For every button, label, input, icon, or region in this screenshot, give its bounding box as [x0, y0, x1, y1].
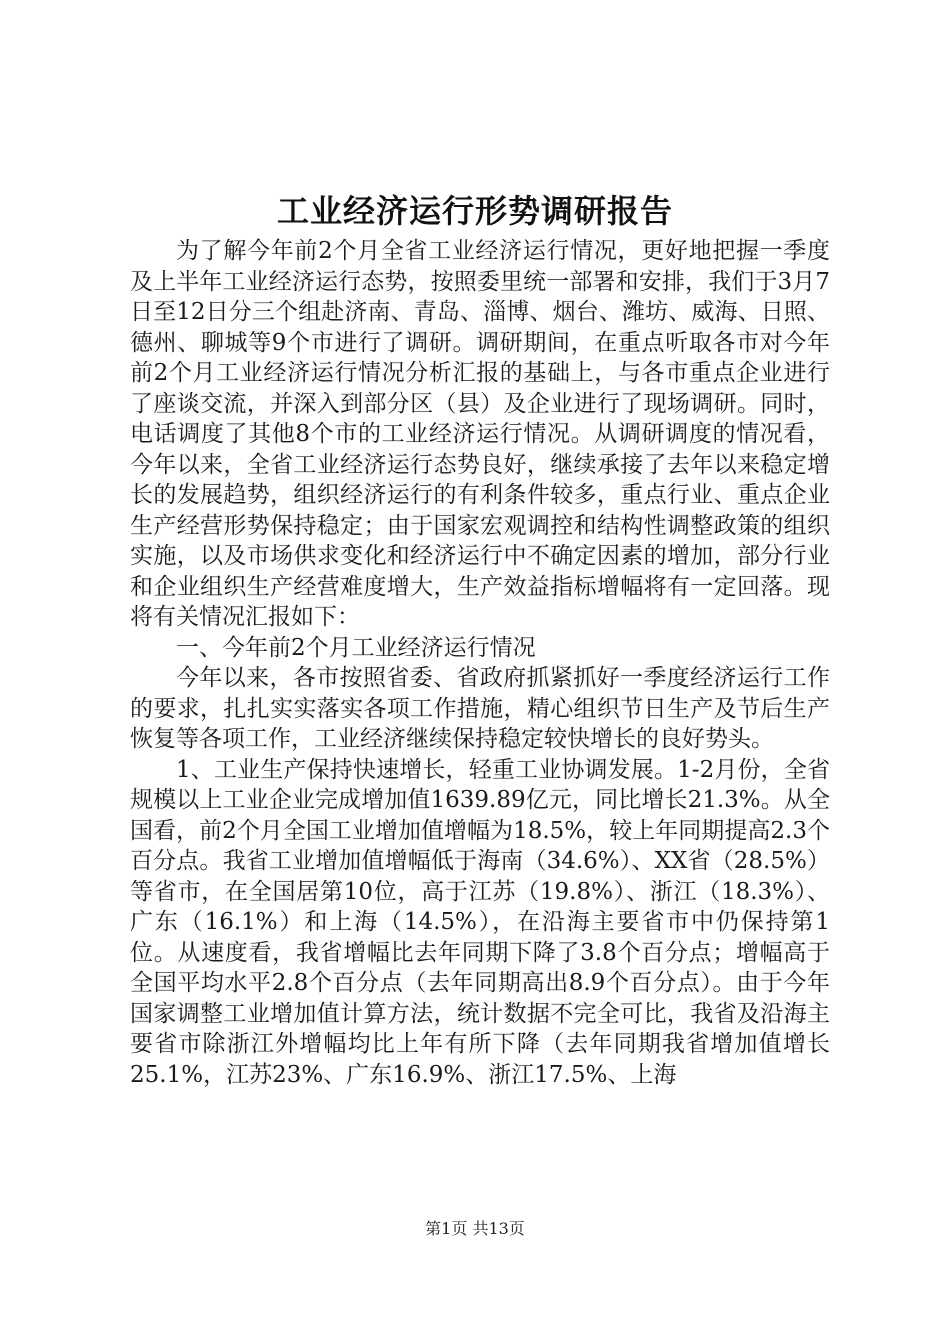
- page-footer: 第1页 共13页: [425, 1219, 525, 1238]
- section-heading: 一、今年前2个月工业经济运行情况: [176, 634, 536, 661]
- paragraph-point-1: 1、工业生产保持快速增长，轻重工业协调发展。1-2月份，全省规模以上工业企业完成增加值1639.89亿元，同比增长21.3%。从全国看，前2个月全国工业增加值增幅为18.5%，较上年同期提高2.3个百分点。我省工业增加值增幅低于海南（34.6%）、XX省（28.5%）等省市，在全国居第10位，高于江苏（19.8%）、浙江（18.3%）、广东（16.1%）和上海（14.5%），在沿海主要省市中仍保持第1位。从速度看，我省增幅比去年同期下降了3.8个百分点；增幅高于全国平均水平2.8个百分点（去年同期高出8.9个百分点）。由于今年国家调整工业增加值计算方法，统计数据不完全可比，我省及沿海主要省市除浙江外增幅均比上年有所下降（去年同期我省增加值增长25.1%，江苏23%、广东16.9%、浙江17.5%、上海: [130, 756, 830, 1088]
- document-title: 工业经济运行形势调研报告: [276, 192, 673, 230]
- document-body: [130, 236, 830, 1090]
- paragraph-overview: 今年以来，各市按照省委、省政府抓紧抓好一季度经济运行工作的要求，扎扎实实落实各项工作措施，精心组织节日生产及节后生产恢复等各项工作，工业经济继续保持稳定较快增长的良好势头。: [130, 665, 830, 752]
- paragraph-intro: 为了解今年前2个月全省工业经济运行情况，更好地把握一季度及上半年工业经济运行态势，按照委里统一部署和安排，我们于3月7日至12日分三个组赴济南、青岛、淄博、烟台、潍坊、威海、日照、德州、聊城等9个市进行了调研。调研期间，在重点听取各市对今年前2个月工业经济运行情况分析汇报的基础上，与各市重点企业进行了座谈交流，并深入到部分区（县）及企业进行了现场调研。同时，电话调度了其他8个市的工业经济运行情况。从调研调度的情况看，今年以来，全省工业经济运行态势良好，继续承接了去年以来稳定增长的发展趋势，组织经济运行的有利条件较多，重点行业、重点企业生产经营形势保持稳定；由于国家宏观调控和结构性调整政策的组织实施，以及市场供求变化和经济运行中不确定因素的增加，部分行业和企业组织生产经营难度增大，生产效益指标增幅将有一定回落。现将有关情况汇报如下：: [130, 238, 830, 630]
